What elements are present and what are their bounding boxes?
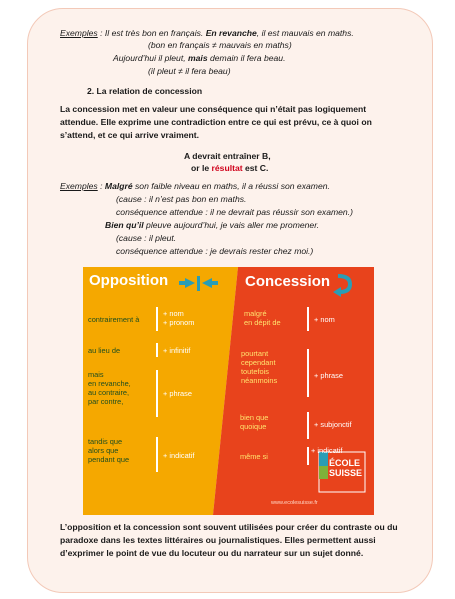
text: , il est mauvais en maths.	[256, 28, 354, 38]
examples-line-3	[113, 53, 285, 64]
opp-row-3-tag	[163, 389, 192, 398]
opp-row-1-words	[88, 315, 139, 324]
text: + pronom	[163, 318, 195, 327]
text: au lieu de	[88, 346, 121, 355]
examples-label: Exemples	[60, 28, 98, 38]
opp-row-3-words	[88, 370, 131, 406]
text: en revanche,	[88, 379, 131, 388]
connector-mais: mais	[188, 53, 208, 63]
opp-row-4-tag	[163, 451, 194, 460]
text: + indicatif	[311, 446, 343, 455]
con-row-2-tag	[314, 371, 343, 380]
text: alors que	[88, 446, 119, 455]
con-row-2-words	[241, 349, 277, 385]
text: demain il fera beau.	[207, 53, 286, 63]
examples2-line-1	[60, 181, 330, 192]
concession-title: Concession	[245, 273, 331, 290]
resultat-highlight: résultat	[211, 163, 243, 173]
text: même si	[240, 452, 268, 461]
formula-line-2	[191, 163, 268, 174]
connector-en-revanche: En revanche	[205, 28, 257, 38]
conclusion-line-3: d’exprimer le point de vue du locuteur ou du narrateur sur un sujet donné.	[60, 548, 364, 558]
text: malgré	[244, 309, 267, 318]
text: Aujourd’hui il pleut,	[113, 53, 189, 63]
opp-row-1-tag	[163, 309, 194, 327]
text: en dépit de	[244, 318, 281, 327]
examples2-line-3: conséquence attendue : il ne devrait pas réussir son examen.)	[116, 207, 353, 217]
text: + indicatif	[163, 451, 195, 460]
examples2-line-2: (cause : il n’est pas bon en maths.	[116, 194, 247, 204]
opposition-title: Opposition	[89, 272, 169, 289]
connector-malgre: Malgré	[104, 181, 133, 191]
text: quoique	[240, 422, 267, 431]
intro-line-1: La concession met en valeur une conséquence qui n’était pas logiquement	[60, 104, 367, 114]
text: + phrase	[163, 389, 192, 398]
text: + subjonctif	[314, 420, 352, 429]
examples-line-2: (bon en français ≠ mauvais en maths)	[148, 40, 292, 50]
text: ÉCOLE	[329, 458, 361, 468]
conclusion-line-2: paradoxe dans les textes littéraires ou journalistiques. Elles permettent aussi	[60, 535, 376, 545]
text: tandis que	[88, 437, 123, 446]
website-credit: www.ecolesuisse.fr	[271, 500, 318, 506]
con-row-3-words	[240, 413, 268, 431]
opp-row-2-tag	[163, 346, 190, 355]
con-row-1-words	[244, 309, 281, 327]
opp-row-2-words	[88, 346, 120, 355]
text: pleuve aujourd’hui, je vais aller me promener.	[143, 220, 320, 230]
text: + phrase	[314, 371, 343, 380]
text: son faible niveau en maths, il a réussi son examen.	[132, 181, 330, 191]
text: pourtant	[241, 349, 269, 358]
text: néanmoins	[241, 376, 278, 385]
text: + infinitif	[163, 346, 191, 355]
text: est C.	[242, 163, 269, 173]
con-row-4-words	[240, 452, 268, 461]
examples2-line-6: conséquence attendue : je devrais rester chez moi.)	[116, 246, 314, 256]
examples2-line-5: (cause : il pleut.	[116, 233, 177, 243]
text: par contre,	[88, 397, 124, 406]
text: pendant que	[88, 455, 130, 464]
examples-line-4: (il pleut ≠ il fera beau)	[148, 66, 231, 76]
connector-bien-que: Bien qu’il	[105, 220, 144, 230]
intro-line-2: attendue. Elle exprime une contradiction entre ce qui est prévu, ce à quoi on	[60, 117, 372, 127]
examples-label: Exemples	[60, 181, 98, 191]
text: SUISSE	[329, 468, 363, 478]
text: or le	[191, 163, 212, 173]
formula-line-1: A devrait entraîner B,	[184, 151, 271, 161]
text: au contraire,	[88, 388, 130, 397]
intro-line-3: s’attend, et ce qui arrive vraiment.	[60, 130, 199, 140]
text: :	[97, 181, 105, 191]
text: mais	[88, 370, 104, 379]
logo-text	[329, 458, 362, 478]
section-heading: 2. La relation de concession	[87, 86, 203, 96]
text: cependant	[241, 358, 276, 367]
text: : Il est très bon en français.	[97, 28, 206, 38]
examples-line-1	[60, 28, 354, 39]
con-row-1-tag	[314, 315, 335, 324]
text: toutefois	[241, 367, 269, 376]
text: contrairement à	[88, 315, 140, 324]
opposition-concession-infographic	[83, 267, 374, 515]
text: + nom	[163, 309, 184, 318]
con-row-3-tag	[314, 420, 352, 429]
examples2-line-4	[105, 220, 319, 231]
text: bien que	[240, 413, 269, 422]
opp-row-4-words	[88, 437, 129, 464]
text: + nom	[314, 315, 335, 324]
conclusion-line-1: L’opposition et la concession sont souvent utilisées pour créer du contraste ou du	[60, 522, 398, 532]
con-row-4-tag	[311, 446, 342, 455]
